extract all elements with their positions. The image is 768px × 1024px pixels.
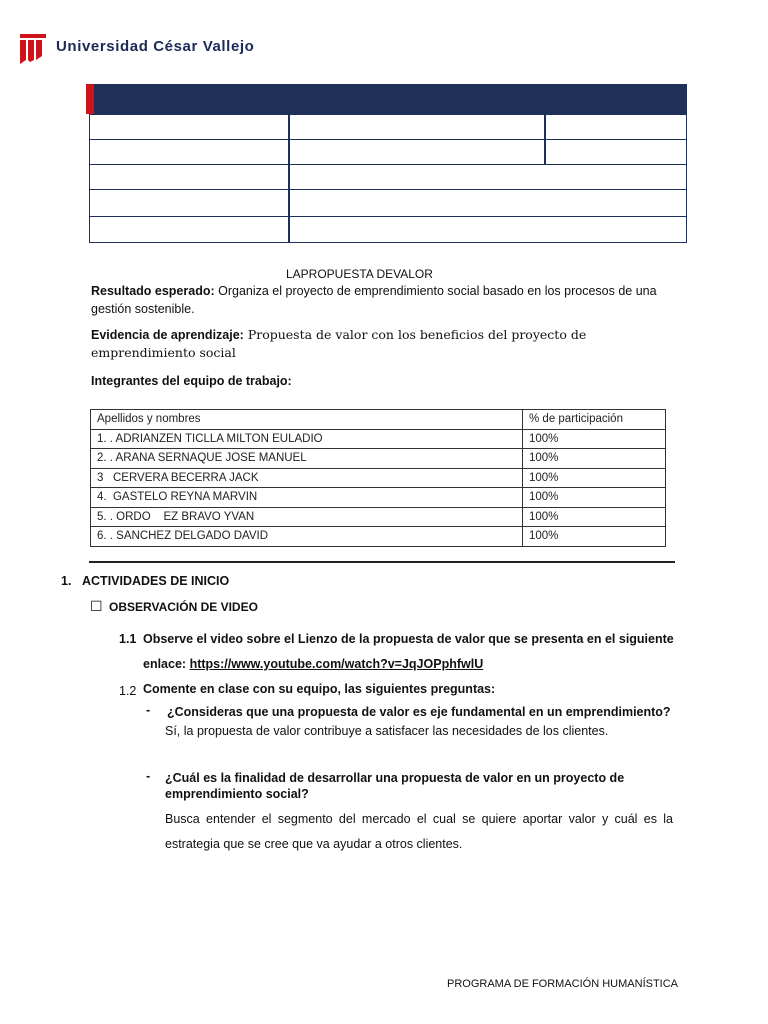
- section-title: ACTIVIDADES DE INICIO: [82, 574, 230, 588]
- expected-result-label: Resultado esperado:: [91, 284, 215, 298]
- header-cell: [89, 216, 290, 243]
- section-number: 1.: [61, 574, 72, 588]
- youtube-video-link[interactable]: https://www.youtube.com/watch?v=JqJOPphfwlU: [189, 657, 484, 671]
- university-name: Universidad César Vallejo: [56, 38, 255, 55]
- member-name: 2. . ARANA SERNAQUE JOSE MANUEL: [91, 449, 523, 469]
- member-participation: 100%: [523, 527, 666, 547]
- header-table-title-bar: [86, 84, 687, 114]
- expected-result: [91, 282, 676, 318]
- header-cell: [288, 139, 546, 165]
- member-participation: 100%: [523, 488, 666, 508]
- table-row: [91, 429, 666, 449]
- member-participation: 100%: [523, 429, 666, 449]
- table-row: [91, 527, 666, 547]
- checkbox-icon: ☐: [90, 598, 103, 614]
- question-2-line-2: emprendimiento social?: [165, 787, 309, 801]
- footer-program: PROGRAMA DE FORMACIÓN HUMANÍSTICA: [447, 978, 679, 990]
- evidence-label: Evidencia de aprendizaje:: [91, 328, 244, 342]
- answer-2-line-1: Busca entender el segmento del mercado el cual se quiere aportar valor y cuál es la: [165, 812, 673, 826]
- member-name: 1. . ADRIANZEN TICLLA MILTON EULADIO: [91, 429, 523, 449]
- table-row: [91, 488, 666, 508]
- question-1: ¿Consideras que una propuesta de valor es eje fundamental en un emprendimiento?: [167, 705, 671, 719]
- header-cell: [89, 139, 290, 165]
- question-2-dash: -: [146, 769, 151, 783]
- item-1-1-number: 1.1: [119, 632, 137, 646]
- header-cell: [288, 189, 687, 217]
- column-header-participation: % de participación: [523, 410, 666, 430]
- header-cell: [544, 139, 687, 165]
- link-prefix: enlace:: [143, 657, 190, 671]
- header-cell: [544, 114, 687, 140]
- university-logo-icon: [18, 30, 48, 66]
- header-cell: [288, 164, 687, 190]
- header-cell: [89, 189, 290, 217]
- header-cell: [89, 114, 290, 140]
- member-participation: 100%: [523, 449, 666, 469]
- item-1-1-link-line: [143, 657, 483, 671]
- column-header-names: Apellidos y nombres: [91, 410, 523, 430]
- section-divider: [89, 561, 675, 563]
- member-name: 3 CERVERA BECERRA JACK: [91, 468, 523, 488]
- answer-1: Sí, la propuesta de valor contribuye a satisfacer las necesidades de los clientes.: [165, 724, 609, 738]
- learning-evidence: [91, 326, 651, 362]
- answer-2-line-2: estrategia que se cree que va ayudar a otros clientes.: [165, 837, 463, 851]
- header-cell: [89, 164, 290, 190]
- header-cell: [288, 114, 546, 140]
- member-name: 6. . SANCHEZ DELGADO DAVID: [91, 527, 523, 547]
- member-participation: 100%: [523, 507, 666, 527]
- table-row: [91, 507, 666, 527]
- document-title: LAPROPUESTA DEVALOR: [286, 267, 433, 281]
- member-name: 5. . ORDO EZ BRAVO YVAN: [91, 507, 523, 527]
- member-name: 4. GASTELO REYNA MARVIN: [91, 488, 523, 508]
- header-cell: [288, 216, 687, 243]
- team-table: [90, 409, 666, 547]
- table-row: [91, 468, 666, 488]
- expected-result-text: Organiza el proyecto de emprendimiento social basado en los procesos de una gestión sostenible.: [91, 284, 657, 316]
- evidence-text: Propuesta de valor con los beneficios del proyecto de emprendimiento social: [91, 327, 587, 360]
- table-header-row: [91, 410, 666, 430]
- question-2-line-1: ¿Cuál es la finalidad de desarrollar una propuesta de valor en un proyecto de: [165, 771, 625, 785]
- question-1-dash: -: [146, 703, 151, 717]
- item-1-2-number: 1.2: [119, 684, 137, 698]
- item-1-2-text: Comente en clase con su equipo, las siguientes preguntas:: [143, 682, 496, 696]
- team-label: Integrantes del equipo de trabajo:: [91, 374, 292, 388]
- table-row: [91, 449, 666, 469]
- video-observation-label: OBSERVACIÓN DE VIDEO: [109, 600, 258, 614]
- member-participation: 100%: [523, 468, 666, 488]
- item-1-1-text: Observe el video sobre el Lienzo de la propuesta de valor que se presenta en el siguiente: [143, 632, 674, 646]
